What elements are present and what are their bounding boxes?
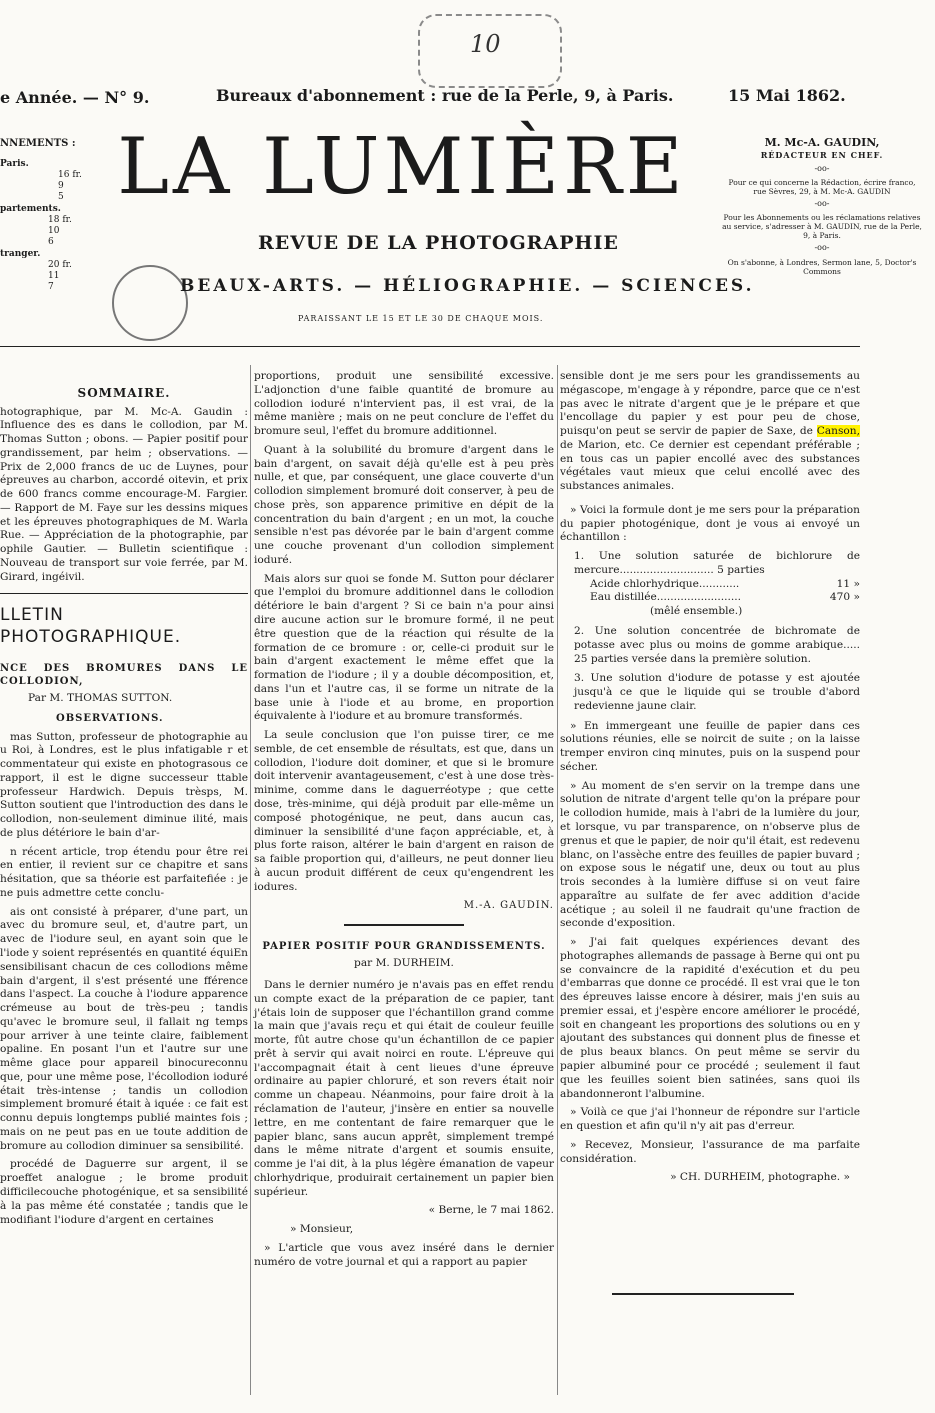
office-address: Bureaux d'abonnement : rue de la Perle, 9, à Paris. — [216, 86, 674, 105]
quantity: 470 » — [829, 591, 860, 604]
editor-box — [722, 136, 922, 276]
paragraph — [560, 370, 860, 494]
salutation: » Monsieur, — [290, 1223, 354, 1236]
article-title: PAPIER POSITIF POUR GRANDISSEMENTS. — [262, 941, 546, 953]
header-rule — [0, 346, 860, 347]
price: 5 — [58, 192, 64, 203]
editor-role: RÉDACTEUR EN CHEF. — [760, 150, 884, 161]
divider — [0, 593, 248, 594]
price: 20 fr. — [48, 259, 72, 270]
separator: -oo- — [814, 243, 830, 253]
paragraph: » Voici la formule dont je me sers pour la préparation du papier photogénique, dont je vous ai envoyé un échantillon : — [560, 503, 860, 544]
issue-date: 15 Mai 1862. — [728, 86, 846, 105]
paragraph: » Recevez, Monsieur, l'assurance de ma parfaite considération. — [560, 1138, 860, 1165]
formula-line: 1. Une solution saturée de bichlorure de mercure............................ 5 parties — [574, 550, 860, 576]
library-stamp — [418, 14, 562, 88]
sommaire-heading: SOMMAIRE. — [77, 386, 171, 400]
formula-row — [560, 578, 860, 592]
formula-2: 2. Une solution concentrée de bichromate de potasse avec plus ou moins de gomme arabique..... 25 parties versée dans la première solution. — [574, 625, 860, 665]
formula-3: 3. Une solution d'iodure de potasse y est ajoutée jusqu'à ce que le liquide qui se trouble d'abord redevienne jaune clair. — [574, 672, 860, 712]
paragraph: » J'ai fait quelques expériences devant des photographes allemands de passage à Berne qui ont pu se convaincre de la rapidité d'exécution et du peu d'embarras que donne ce procédé. Il est vrai que le ton des épreuves laisse encore à désirer, mais j'en suis au premier essai, et j'espère encore améliorer le procédé, soit en changeant les proportions des solutions ou en y ajoutant des substances qui donnent plus de finesse et de plus beaux blancs. On peut même se servir du papier albuminé pour ce procédé ; seulement il faut que les feuilles soient bien satinées, sans quoi ils abandonneront l'albumine. — [560, 936, 860, 1100]
paragraph: proportions, produit une sensibilité excessive. L'adjonction d'une faible quantité de bromure au collodion ioduré n'intervient pas, il est vrai, de la même manière ; mais on ne peut conclure de l'effet du bromure seul, l'effet du bromure additionnel. — [254, 370, 554, 438]
sommaire-text: hotographique, par M. Mc-A. Gaudin : Influence des es dans le collodion, par M. Thomas Sutton ; obons. — Papier positif pour grandissement, par heim ; observations. — Prix de 2,000 francs de uc de Luynes, pour épreuves au charbon, accordé oitevin, et prix de 600 francs comme encourage-M. Fargier. — Rapport de M. Faye sur les dessins miques et les épreuves photographiques de M. Warla Rue. — Appréciation de la photographie, par ophile Gautier. — Bulletin scientifique : Nouveau de transport sur voie ferrée, par M. Girard, ingéivil. — [0, 405, 248, 583]
column-1 — [0, 386, 248, 1232]
paragraph: » Voilà ce que j'ai l'honneur de répondre sur l'article en question et afin qu'il n'y ait pas d'erreur. — [560, 1106, 860, 1133]
price: 18 fr. — [48, 214, 72, 225]
issue-number: e Année. — N° 9. — [0, 88, 150, 107]
stamp-number: 10 — [470, 30, 501, 58]
paragraph: La seule conclusion que l'on puisse tirer, ce me semble, de cet ensemble de résultats, est que, dans un collodion, l'iodure doit dominer, et que si le bromure doit intervenir avantageusement, c'est à une dose très-minime, comme dans le daguerréotype ; que cette dose, très-minime, qui déjà produit par elle-même un composé photogénique, ne peut, dans aucun cas, diminuer la sensibilité d'une façon appréciable, et, à plus forte raison, altérer le bain d'argent en raison de sa faible proportion qui, d'ailleurs, ne peut donner lieu à aucun produit différent de ceux qu'engendrent les iodures. — [254, 729, 554, 893]
masthead-title: LA LUMIÈRE — [117, 122, 687, 212]
masthead-tagline: BEAUX-ARTS. — HÉLIOGRAPHIE. — SCIENCES. — [180, 276, 755, 296]
signature: » CH. DURHEIM, photographe. » — [670, 1171, 850, 1184]
formula-1 — [560, 550, 860, 619]
separator: -oo- — [814, 199, 830, 209]
observations-heading: OBSERVATIONS. — [56, 712, 164, 724]
price: 7 — [48, 282, 54, 293]
paris-label: Paris. — [0, 158, 29, 169]
price: 10 — [48, 226, 60, 236]
bulletin-heading: LLETIN PHOTOGRAPHIQUE. — [0, 604, 182, 647]
paragraph: Quant à la solubilité du bromure d'argent dans le bain d'argent, on savait déjà qu'elle est à peu près nulle, et que, par conséquent, une glace couverte d'un collodion simplement bromuré doit conserver, à peu de chose près, son apparence primitive en dépit de la concentration du bain d'argent ; en un mot, la couche sensible n'est pas dévorée par le bain d'argent comme une couche provenant d'un collodion simplement ioduré. — [254, 443, 554, 566]
price: 16 fr. — [58, 169, 82, 180]
formula-note: (mêlé ensemble.) — [650, 605, 743, 618]
etranger-label: tranger. — [0, 248, 41, 259]
price: 11 — [48, 271, 60, 281]
separator: -oo- — [814, 163, 830, 173]
column-2 — [254, 370, 554, 1274]
price: 6 — [48, 237, 54, 248]
footer-rule — [612, 1293, 794, 1295]
editor-name: M. Mc-A. GAUDIN, — [764, 136, 880, 149]
dateline: « Berne, le 7 mai 1862. — [428, 1204, 554, 1217]
paragraph: ais ont consisté à préparer, d'une part, un avec du bromure seul, et, d'autre part, un avec de l'iodure seul, en ayant soin que le l'iode y soient représentés en quantité équiEn sensibilisant chacun de ces collodions même bain d'argent, il s'est présenté une fférence dans l'aspect. La couche à l'iodure apparence crémeuse au bout de très-peu ; tandis qu'avec le bromure seul, il fallait ng temps pour arriver à une teinte claire, faiblement opaline. En posant l'un et l'autre sur une même glace pour appareil binocureconnu que, pour une même pose, l'écollodion ioduré était très-intense ; tandis un collodion simplement bromuré était à iquée : ce fait est connu depuis longtemps publié maintes fois ; mais on ne peut pas en ue toute addition de bromure au collodion diminuer sa sensibilité. — [0, 905, 248, 1152]
abonnement-note: Pour les Abonnements ou les réclamations relatives au service, s'adresser à M. GAUDIN, rue de la Perle, 9, à Paris. — [722, 213, 922, 241]
formula-row — [560, 591, 860, 605]
masthead-subtitle: REVUE DE LA PHOTOGRAPHIE — [258, 232, 619, 254]
paragraph: procédé de Daguerre sur argent, il se proeffet analogue ; le brome produit difficilecouche photogénique, et sa sensibilité à la pas même été constatée ; tandis que le modifiant l'iodure d'argent en certaines — [0, 1158, 248, 1226]
article-title: NCE DES BROMURES DANS LE COLLODION, — [0, 662, 248, 687]
column-divider — [557, 365, 558, 1395]
paragraph: » En immergeant une feuille de papier dans ces solutions réunies, elle se noircit de suite ; on la laisse tremper environ cinq minutes, puis on la suspend pour sécher. — [560, 719, 860, 773]
library-seal-icon — [112, 265, 188, 341]
article-author: par M. DURHEIM. — [354, 957, 454, 970]
paragraph: Dans le dernier numéro je n'avais pas en effet rendu un compte exact de la préparation de ce papier, tant j'étais loin de supposer que l'échantillon grand comme la main que j'avais reçu et qui était de couleur feuille morte, fût autre chose qu'un échantillon de ce papier prêt à servir qui avait noirci en route. L'épreuve qui l'accompagnait était à cent lieues d'une épreuve ordinaire au papier chloruré, et son revers était noir comme un chapeau. Néanmoins, pour faire droit à la réclamation de l'auteur, j'insère en entier sa nouvelle lettre, en me contentant de faire remarquer que le papier blanc, sans aucun apprêt, simplement trempé dans le même nitrate d'argent et soumis ensuite, comme je l'ai dit, à la plus légère émanation de vapeur chlorhydrique, produirait certainement un papier bien supérieur. — [254, 979, 554, 1198]
text: sensible dont je me sers pour les grandissements au mégascope, m'engage à y répondre, parce que ce n'est pas avec le nitrate d'argent que je le prépare et que l'encollage du papier y est pour peu de chose, puisqu'on peut se servir de papier de Saxe, de — [560, 370, 860, 438]
subscription-box — [0, 138, 92, 294]
signature: M.-A. GAUDIN. — [463, 900, 554, 912]
paragraph: mas Sutton, professeur de photographie au u Roi, à Londres, est le plus infatigable r et commentateur qui existe en photograsous ce rapport, il est le digne successeur ttable professeur Hardwich. Depuis trèsps, M. Sutton soutient que l'introduction des dans le collodion, non-seulement diminue ilité, mais de plus détériore le bain d'ar- — [0, 730, 248, 839]
column-3 — [560, 370, 860, 1190]
london-note: On s'abonne, à Londres, Sermon lane, 5, Doctor's Commons — [727, 257, 917, 276]
paragraph: n récent article, trop étendu pour être rei en entier, il revient sur ce chapitre et sans hésitation, que sa théorie est parfaitefiée : je ne puis admettre cette conclu- — [0, 845, 248, 899]
quantity: 11 » — [836, 577, 860, 590]
column-divider — [250, 365, 251, 1395]
paragraph: » Au moment de s'en servir on la trempe dans une solution de nitrate d'argent telle qu'on la prépare pour le collodion humide, mais à l'abri de la lumière du jour, et lorsque, vu par transparence, on n'observe plus de grenus et que le papier, de noir qu'il était, est redevenu blanc, on l'assèche entre des feuilles de papier buvard ; on expose sous le négatif une, deux ou tout au plus trois secondes à la lumière diffuse si on veut faire apparaître au sulfate de fer avec addition d'acide acétique ; au soleil il ne faudrait qu'une fraction de seconde d'exposition. — [560, 779, 860, 930]
article-author: Par M. THOMAS SUTTON. — [28, 691, 173, 704]
text: de Marion, etc. Ce dernier est cependant préférable ; en tous cas un papier encollé avec des substances végétales vaut mieux que celui encollé avec des substances animales. — [560, 438, 860, 493]
price: 9 — [58, 181, 64, 191]
redaction-note: Pour ce qui concerne la Rédaction, écrire franco, rue Sèvres, 29, à M. Mc-A. GAUDIN — [728, 178, 916, 197]
departements-label: partements. — [0, 203, 61, 214]
subscription-title: NNEMENTS : — [0, 138, 76, 149]
publication-schedule: PARAISSANT LE 15 ET LE 30 DE CHAQUE MOIS. — [298, 314, 544, 323]
paragraph: Mais alors sur quoi se fonde M. Sutton pour déclarer que l'emploi du bromure additionnel dans le collodion détériore le bain d'argent ? Si ce bain n'a pour ainsi dire aucune action sur le bromure formé, il ne peut être question que de la réaction qui résulte de la formation de ce bromure : or, celle-ci produit sur le bain d'argent exactement le même effet que la formation de l'iodure ; il y a double décomposition, et, dans l'un et l'autre cas, il se forme un nitrate de la base unie à l'iode et au brome, en proportion équivalente à l'iodure et au bromure transformés. — [254, 572, 554, 723]
highlighted-word: Canson, — [816, 425, 860, 438]
paragraph: » L'article que vous avez inséré dans le dernier numéro de votre journal et qui a rapport au papier — [254, 1241, 554, 1268]
divider — [344, 924, 464, 926]
ingredient: Eau distillée......................... — [590, 591, 741, 604]
ingredient: Acide chlorhydrique............ — [590, 577, 740, 590]
